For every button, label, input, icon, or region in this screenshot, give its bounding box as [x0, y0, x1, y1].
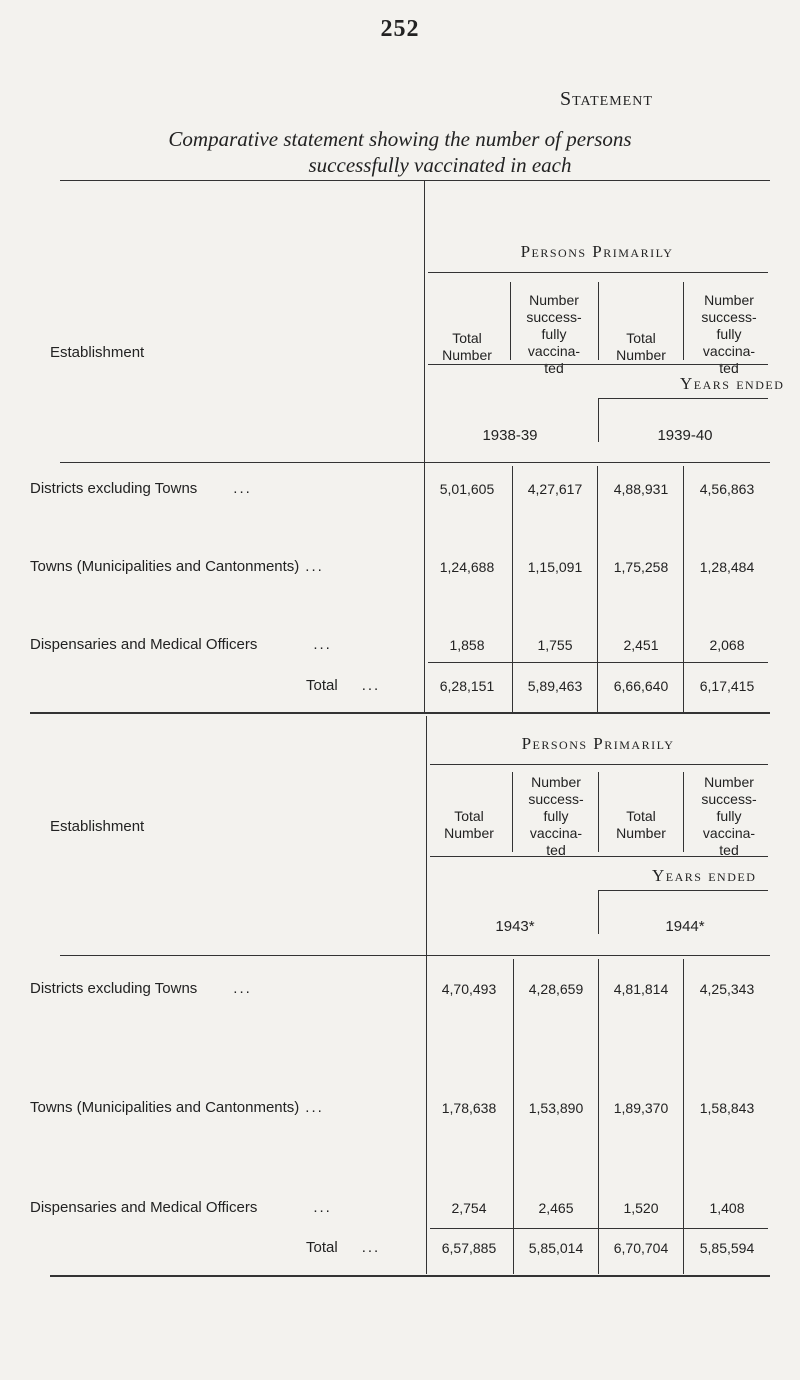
table-cell: 6,70,704 [613, 1240, 669, 1256]
group-header: Persons Primarily [521, 734, 675, 753]
table-cell: 6,66,640 [613, 678, 669, 694]
table-cell: 1,78,638 [441, 1100, 497, 1116]
table-row: Districts excluding Towns ... [30, 480, 252, 497]
table-cell: 1,75,258 [613, 559, 669, 575]
table-cell: 4,28,659 [528, 981, 584, 997]
statement-heading: Statement [560, 88, 653, 110]
table-cell: 1,15,091 [527, 559, 583, 575]
year-label: 1938-39 [482, 427, 538, 444]
table-cell: 2,068 [709, 637, 745, 653]
table-cell: 4,56,863 [699, 481, 755, 497]
col-header-successfully-vaccinated: Number success- fully vaccina- ted [701, 292, 757, 376]
table-row: Dispensaries and Medical Officers ... [30, 1199, 332, 1216]
total-row: Total ... [306, 1239, 381, 1256]
table-cell: 1,408 [709, 1200, 745, 1216]
subtitle-line-1: Comparative statement showing the number of persons [168, 127, 632, 151]
table-cell: 2,465 [538, 1200, 574, 1216]
table-cell: 1,520 [623, 1200, 659, 1216]
page-number: 252 [380, 16, 420, 42]
years-ended-label: Years ended [680, 374, 785, 393]
table-cell: 2,754 [451, 1200, 487, 1216]
table-cell: 1,24,688 [439, 559, 495, 575]
table-cell: 4,27,617 [527, 481, 583, 497]
col-header-total-number: Total Number [616, 808, 666, 841]
table-cell: 4,88,931 [613, 481, 669, 497]
table-cell: 1,89,370 [613, 1100, 669, 1116]
col-header-successfully-vaccinated: Number success- fully vaccina- ted [526, 292, 582, 376]
table-cell: 2,451 [623, 637, 659, 653]
year-label: 1943* [495, 918, 535, 935]
table-cell: 6,17,415 [699, 678, 755, 694]
col-header-successfully-vaccinated: Number success- fully vaccina- ted [701, 774, 757, 858]
table-row: Districts excluding Towns ... [30, 980, 252, 997]
table-cell: 5,85,014 [528, 1240, 584, 1256]
year-label: 1944* [665, 918, 705, 935]
table-cell: 5,89,463 [527, 678, 583, 694]
col-header-total-number: Total Number [442, 330, 492, 363]
table-cell: 1,53,890 [528, 1100, 584, 1116]
table-cell: 6,28,151 [439, 678, 495, 694]
table-cell: 4,81,814 [613, 981, 669, 997]
year-label: 1939-40 [657, 427, 713, 444]
table-cell: 4,70,493 [441, 981, 497, 997]
table-cell: 1,755 [537, 637, 573, 653]
establishment-label: Establishment [50, 818, 145, 835]
subtitle-line-2: successfully vaccinated in each [308, 153, 572, 177]
table-cell: 1,58,843 [699, 1100, 755, 1116]
group-header: Persons Primarily [520, 242, 674, 261]
table-cell: 1,28,484 [699, 559, 755, 575]
table-cell: 6,57,885 [441, 1240, 497, 1256]
col-header-total-number: Total Number [444, 808, 494, 841]
years-ended-label: Years ended [652, 866, 757, 885]
table-cell: 5,85,594 [699, 1240, 755, 1256]
table-cell: 4,25,343 [699, 981, 755, 997]
establishment-label: Establishment [50, 344, 145, 361]
table-row: Dispensaries and Medical Officers ... [30, 636, 332, 653]
col-header-successfully-vaccinated: Number success- fully vaccina- ted [528, 774, 584, 858]
total-row: Total ... [306, 677, 381, 694]
table-row: Towns (Municipalities and Cantonments) ... [30, 558, 324, 575]
table-cell: 1,858 [449, 637, 485, 653]
col-header-total-number: Total Number [616, 330, 666, 363]
table-row: Towns (Municipalities and Cantonments) ... [30, 1099, 324, 1116]
table-cell: 5,01,605 [439, 481, 495, 497]
